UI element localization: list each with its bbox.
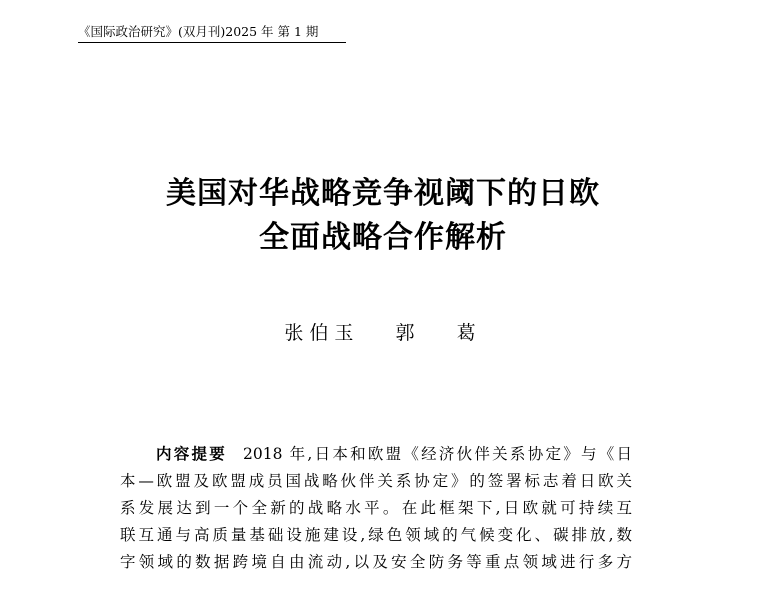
abstract-label: 内容提要 xyxy=(156,445,228,463)
journal-header: 《国际政治研究》(双月刊)2025 年 第 1 期 xyxy=(78,24,319,39)
article-title xyxy=(0,172,766,260)
abstract-line: 本—欧盟及欧盟成员国战略伙伴关系协定》的签署标志着日欧关 xyxy=(120,472,632,490)
header-underline xyxy=(78,42,346,43)
abstract xyxy=(120,441,632,576)
authors: 张伯玉 郭 葛 xyxy=(284,322,482,344)
abstract-line: 系发展达到一个全新的战略水平。在此框架下,日欧就可持续互 xyxy=(120,499,632,517)
title-line-2: 全面战略合作解析 xyxy=(259,220,507,255)
abstract-line: 字领域的数据跨境自由流动,以及安全防务等重点领域进行多方 xyxy=(120,553,632,571)
abstract-line xyxy=(120,441,632,468)
abstract-text: 2018 年,日本和欧盟《经济伙伴关系协定》与《日 xyxy=(243,445,632,463)
abstract-line: 联互通与高质量基础设施建设,绿色领域的气候变化、碳排放,数 xyxy=(120,526,632,544)
title-line-1: 美国对华战略竞争视阈下的日欧 xyxy=(166,176,600,211)
